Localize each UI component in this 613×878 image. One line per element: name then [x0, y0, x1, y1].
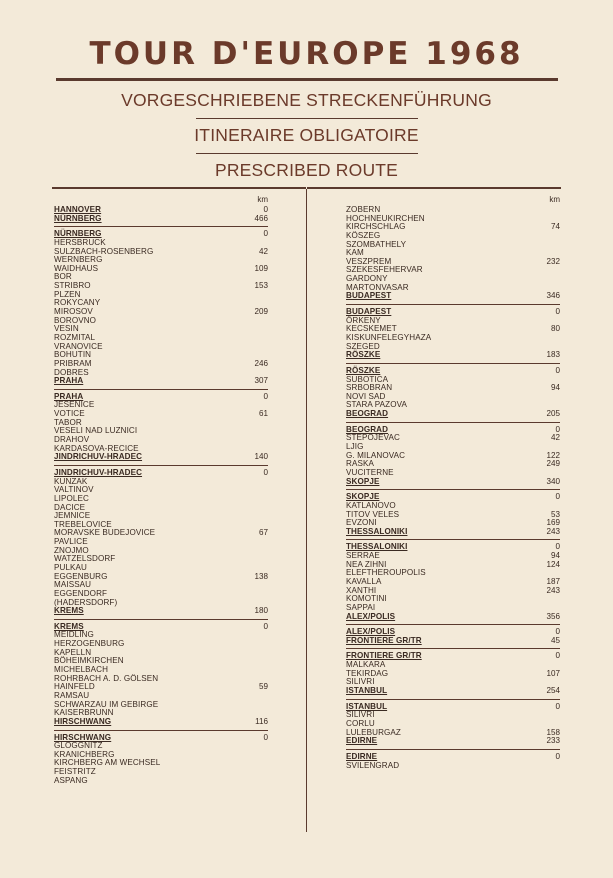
route-stage	[54, 469, 268, 616]
route-row	[346, 452, 560, 461]
km-value: 94	[550, 551, 560, 561]
place-name: SILIVRI	[346, 677, 375, 687]
place-name: HERSBRUCK	[54, 237, 106, 247]
km-value: 0	[555, 651, 560, 661]
km-value: 42	[550, 433, 560, 443]
place-name: HANNOVER	[54, 205, 102, 214]
place-name: EGGENDORF	[54, 588, 108, 598]
place-name: PRAHA	[54, 376, 84, 386]
subtitle-rule-1	[196, 118, 418, 119]
place-name: MAISSAU	[54, 580, 92, 590]
place-name: KUNZAK	[54, 476, 88, 486]
place-name: THESSALONIKI	[346, 526, 408, 536]
place-name: BUDAPEST	[346, 291, 392, 301]
km-value: 307	[254, 376, 268, 386]
km-value: 0	[555, 424, 560, 434]
route-row	[346, 578, 560, 587]
km-value: 356	[546, 611, 560, 621]
km-value: 122	[546, 450, 560, 460]
place-name: SVILENGRAD	[346, 760, 400, 770]
place-name: DRAHOV	[54, 435, 90, 445]
place-name: VESIN	[54, 324, 79, 334]
place-name: VUCITERNE	[346, 467, 394, 477]
km-value: 0	[263, 229, 268, 239]
route-stage	[346, 206, 560, 301]
place-name: LIPOLEC	[54, 493, 89, 503]
place-name: ROZMITAL	[54, 332, 96, 342]
place-name: NEA ZIHNI	[346, 559, 387, 569]
place-name: XANTHI	[346, 585, 377, 595]
place-name: HERZOGENBURG	[54, 639, 125, 649]
place-name: DACICE	[54, 502, 86, 512]
place-name: BUDAPEST	[346, 307, 392, 317]
km-value: 59	[258, 682, 268, 692]
place-name: TEKIRDAG	[346, 668, 389, 678]
km-value: 0	[555, 307, 560, 317]
km-value: 67	[258, 528, 268, 538]
km-value: 153	[254, 281, 268, 291]
km-value: 0	[263, 732, 268, 742]
km-value: 180	[254, 606, 268, 616]
route-row	[54, 599, 268, 608]
route-stage	[346, 753, 560, 770]
place-name: PAVLICE	[54, 537, 88, 547]
place-name: RASKA	[346, 459, 374, 469]
km-value: 340	[546, 476, 560, 486]
route-row	[346, 511, 560, 520]
place-name: SUBOTICA	[346, 374, 389, 384]
route-stage	[346, 367, 560, 419]
place-name: WAIDHAUS	[54, 263, 99, 273]
page-title: TOUR D'EUROPE 1968	[89, 36, 524, 72]
place-name: VESZPREM	[346, 256, 392, 266]
place-name: KATLANOVO	[346, 500, 396, 510]
route-stage	[346, 628, 560, 645]
place-name: HOCHNEUKIRCHEN	[346, 213, 425, 223]
subtitle-french: ITINERAIRE OBLIGATOIRE	[194, 125, 419, 145]
place-name: JINDRICHUV-HRADEC	[54, 452, 143, 462]
place-name: ASPANG	[54, 775, 88, 785]
stage-divider	[54, 619, 268, 620]
place-name: SKOPJE	[346, 492, 380, 502]
stage-divider	[346, 749, 560, 750]
place-name: MALKARA	[346, 660, 386, 670]
km-value: 0	[263, 391, 268, 401]
place-name: PRIBRAM	[54, 358, 92, 368]
place-name: SULZBACH-ROSENBERG	[54, 246, 154, 256]
route-row	[54, 718, 268, 727]
route-row	[54, 410, 268, 419]
place-name: RÖSZKE	[346, 365, 381, 375]
place-name: VOTICE	[54, 409, 85, 419]
km-value: 138	[254, 571, 268, 581]
km-value: 187	[546, 576, 560, 586]
stage-divider	[346, 699, 560, 700]
place-name: ZNOJMO	[54, 545, 89, 555]
place-name: WATZELSDORF	[54, 554, 116, 564]
place-name: SERRAE	[346, 551, 380, 561]
subtitle-german: VORGESCHRIEBENE STRECKENFÜHRUNG	[121, 90, 492, 110]
place-name: HAINFELD	[54, 682, 95, 692]
place-name: KRANICHBERG	[54, 749, 115, 759]
route-row	[346, 241, 560, 250]
place-name: SILIVRI	[346, 710, 375, 720]
route-row	[54, 317, 268, 326]
route-row	[346, 762, 560, 771]
place-name: ÖRKENY	[346, 315, 381, 325]
place-name: TITOV VELES	[346, 509, 400, 519]
place-name: PULKAU	[54, 562, 87, 572]
route-row	[346, 637, 560, 646]
route-row	[54, 377, 268, 386]
km-value: 94	[550, 383, 560, 393]
stage-divider	[54, 226, 268, 227]
route-stage	[346, 652, 560, 695]
subtitle-english: PRESCRIBED ROUTE	[214, 160, 399, 180]
place-name: TABOR	[54, 417, 82, 427]
place-name: VRANOVICE	[54, 341, 103, 351]
route-row	[54, 215, 268, 224]
right-route-column	[346, 194, 560, 770]
place-name: GLOGGNITZ	[54, 741, 103, 751]
place-name: BÖHEIMKIRCHEN	[54, 656, 124, 666]
place-name: ISTANBUL	[346, 701, 388, 711]
place-name: JEMNICE	[54, 511, 91, 521]
stage-divider	[346, 304, 560, 305]
place-name: RÖSZKE	[346, 350, 381, 360]
km-value: 169	[546, 518, 560, 528]
route-row	[346, 595, 560, 604]
place-name: EDIRNE	[346, 751, 378, 761]
place-name: DOBRES	[54, 367, 89, 377]
stage-divider	[54, 730, 268, 731]
route-stage	[346, 703, 560, 746]
km-value: 80	[550, 324, 560, 334]
place-name: JINDRICHUV-HRADEC	[54, 467, 143, 477]
place-name: BOROVNO	[54, 315, 97, 325]
route-row	[346, 687, 560, 696]
km-value: 183	[546, 350, 560, 360]
km-value: 0	[555, 542, 560, 552]
route-row	[346, 613, 560, 622]
route-row	[346, 670, 560, 679]
place-name: ALEX/POLIS	[346, 611, 396, 621]
km-value: 53	[550, 509, 560, 519]
route-row	[346, 351, 560, 360]
place-name: NOVI SAD	[346, 391, 386, 401]
route-row	[346, 478, 560, 487]
place-name: EGGENBURG	[54, 571, 108, 581]
place-name: KREMS	[54, 606, 84, 616]
place-name: ALEX/POLIS	[346, 627, 396, 637]
place-name: KARDASOVA-RECICE	[54, 443, 139, 453]
place-name: MICHELBACH	[54, 665, 109, 675]
place-name: LULEBURGAZ	[346, 727, 401, 737]
km-value: 232	[546, 256, 560, 266]
route-row	[346, 703, 560, 712]
place-name: PRAHA	[54, 391, 84, 401]
km-value: 209	[254, 307, 268, 317]
stage-divider	[346, 624, 560, 625]
place-name: SZEKESFEHERVAR	[346, 265, 423, 275]
route-row	[54, 265, 268, 274]
place-name: KECSKEMET	[346, 324, 397, 334]
place-name: BOR	[54, 272, 72, 282]
right-route-list	[346, 206, 560, 770]
place-name: FRONTIERE GR/TR	[346, 635, 422, 645]
place-name: NÜRNBERG	[54, 213, 102, 223]
route-stage	[346, 308, 560, 360]
place-name: WERNBERG	[54, 255, 103, 265]
route-row	[346, 729, 560, 738]
km-value: 158	[546, 727, 560, 737]
place-name: FEISTRITZ	[54, 767, 96, 777]
km-value: 246	[254, 358, 268, 368]
km-header-left: km	[257, 195, 268, 204]
route-row	[54, 369, 268, 378]
km-value: 140	[254, 452, 268, 462]
km-value: 74	[550, 222, 560, 232]
place-name: PLZEN	[54, 289, 81, 299]
place-name: ISTANBUL	[346, 686, 388, 696]
route-row	[346, 292, 560, 301]
route-row	[54, 401, 268, 410]
route-stage	[346, 493, 560, 536]
place-name: HIRSCHWANG	[54, 732, 112, 742]
km-value: 243	[546, 585, 560, 595]
place-name: ELEFTHEROUPOLIS	[346, 568, 426, 578]
title-rule	[56, 78, 558, 81]
route-stage	[346, 426, 560, 486]
place-name: KIRCHSCHLAG	[346, 222, 406, 232]
km-header-right: km	[549, 195, 560, 204]
km-value: 466	[254, 213, 268, 223]
km-value: 0	[555, 751, 560, 761]
route-row	[346, 410, 560, 419]
place-name: ROHRBACH A. D. GÖLSEN	[54, 673, 159, 683]
stage-divider	[346, 539, 560, 540]
place-name: KAPELLN	[54, 647, 92, 657]
km-value: 116	[255, 716, 268, 726]
km-value: 254	[546, 686, 560, 696]
place-name: LJIG	[346, 442, 364, 452]
column-divider	[306, 189, 307, 832]
place-name: KOMOTINI	[346, 594, 387, 604]
km-value: 249	[546, 459, 560, 469]
subtitle-rule-2	[196, 153, 418, 154]
km-value: 0	[263, 467, 268, 477]
route-row	[346, 711, 560, 720]
place-name: MARTONVASAR	[346, 282, 409, 292]
place-name: STRIBRO	[54, 281, 91, 291]
route-row	[54, 495, 268, 504]
route-row	[346, 434, 560, 443]
route-stage	[54, 206, 268, 223]
place-name: KISKUNFELEGYHAZA	[346, 332, 432, 342]
place-name: (HADERSDORF)	[54, 597, 118, 607]
km-value: 0	[555, 627, 560, 637]
km-value: 45	[550, 635, 560, 645]
km-value: 0	[263, 621, 268, 631]
place-name: EDIRNE	[346, 736, 378, 746]
place-name: JESENICE	[54, 400, 95, 410]
place-name: BEOGRAD	[346, 424, 389, 434]
km-value: 42	[258, 246, 268, 256]
route-stage	[54, 734, 268, 786]
place-name: MORAVSKE BUDEJOVICE	[54, 528, 156, 538]
left-route-list	[54, 206, 268, 785]
route-stage	[54, 623, 268, 727]
column-top-rule-left	[52, 187, 306, 189]
stage-divider	[346, 422, 560, 423]
place-name: SKOPJE	[346, 476, 380, 486]
place-name: STEPOJEVAC	[346, 433, 400, 443]
place-name: KAM	[346, 248, 364, 258]
route-row	[54, 282, 268, 291]
km-value: 0	[555, 492, 560, 502]
place-name: KAISERBRUNN	[54, 708, 114, 718]
place-name: G. MILANOVAC	[346, 450, 406, 460]
place-name: ROKYCANY	[54, 298, 101, 308]
place-name: TREBELOVICE	[54, 519, 112, 529]
place-name: VESELI NAD LUZNICI	[54, 426, 138, 436]
column-top-rule-right	[307, 187, 561, 189]
place-name: KREMS	[54, 621, 84, 631]
place-name: EVZONI	[346, 518, 377, 528]
stage-divider	[346, 489, 560, 490]
place-name: CORLU	[346, 718, 375, 728]
km-value: 243	[546, 526, 560, 536]
route-row	[346, 737, 560, 746]
route-stage	[346, 543, 560, 621]
km-value: 233	[546, 736, 560, 746]
place-name: NÜRNBERG	[54, 229, 102, 239]
route-row	[346, 528, 560, 537]
km-value: 61	[258, 409, 268, 419]
place-name: GARDONY	[346, 274, 388, 284]
stage-divider	[54, 389, 268, 390]
place-name: BEOGRAD	[346, 409, 389, 419]
place-name: KÖSZEG	[346, 230, 381, 240]
km-value: 0	[555, 701, 560, 711]
route-row	[54, 607, 268, 616]
km-value: 346	[546, 291, 560, 301]
km-value: 124	[546, 559, 560, 569]
place-name: SZEGED	[346, 341, 380, 351]
km-value: 0	[555, 365, 560, 375]
place-name: HIRSCHWANG	[54, 716, 112, 726]
place-name: SAPPAI	[346, 602, 376, 612]
route-stage	[54, 393, 268, 462]
place-name: MEIDLING	[54, 630, 94, 640]
left-route-column	[54, 194, 268, 785]
route-row	[54, 453, 268, 462]
route-stage	[54, 230, 268, 386]
stage-divider	[346, 648, 560, 649]
km-value: 0	[263, 205, 268, 214]
place-name: MIROSOV	[54, 307, 93, 317]
km-value: 107	[546, 668, 560, 678]
place-name: RAMSAU	[54, 690, 90, 700]
place-name: BOHUTIN	[54, 350, 92, 360]
place-name: FRONTIERE GR/TR	[346, 651, 422, 661]
place-name: SCHWARZAU IM GEBIRGE	[54, 699, 159, 709]
place-name: SRBOBRAN	[346, 383, 393, 393]
place-name: KAVALLA	[346, 576, 382, 586]
km-value: 205	[546, 409, 560, 419]
stage-divider	[346, 363, 560, 364]
km-value: 109	[254, 263, 268, 273]
stage-divider	[54, 465, 268, 466]
route-row	[54, 777, 268, 786]
place-name: ZOBERN	[346, 205, 381, 214]
place-name: STARA PAZOVA	[346, 400, 408, 410]
place-name: SZOMBATHELY	[346, 239, 407, 249]
place-name: VALTINOV	[54, 485, 94, 495]
place-name: THESSALONIKI	[346, 542, 408, 552]
place-name: KIRCHBERG AM WECHSEL	[54, 758, 161, 768]
